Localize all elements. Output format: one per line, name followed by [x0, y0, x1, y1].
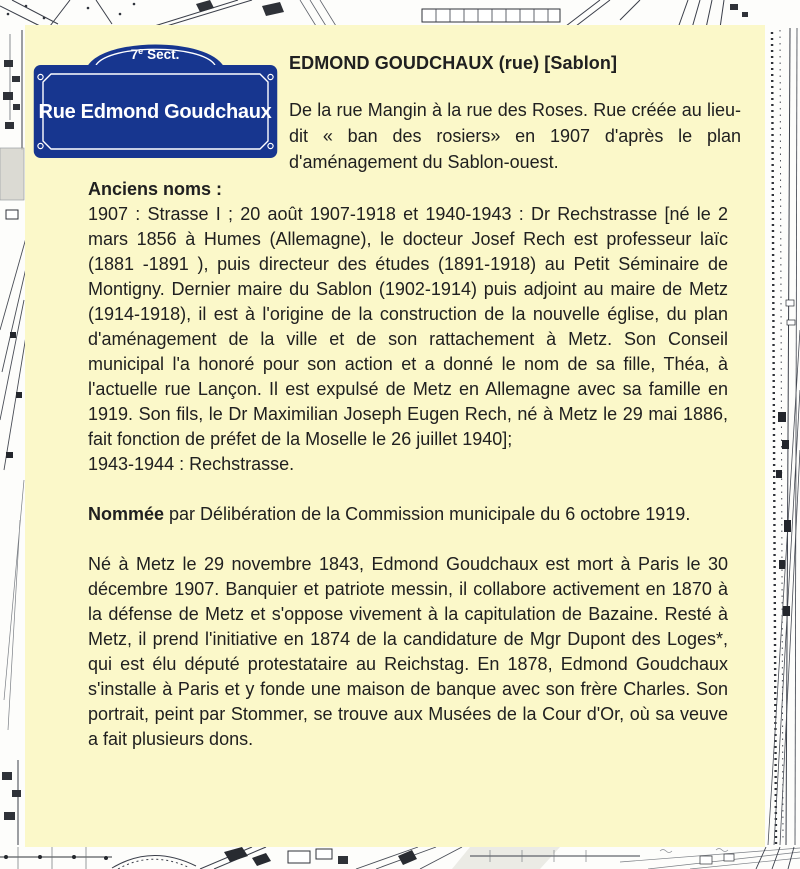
nommee-paragraph	[88, 502, 728, 527]
sign-sector-number: 7	[130, 47, 139, 62]
anciens-noms-entry: 1943-1944 : Rechstrasse.	[88, 454, 295, 474]
anciens-noms-heading: Anciens noms :	[88, 179, 223, 199]
article-header	[289, 51, 741, 175]
sign-sector-word: Sect.	[147, 47, 180, 62]
nommee-lead: Nommée	[88, 504, 165, 524]
sign-sector-label	[131, 46, 180, 62]
biography-paragraph: Né à Metz le 29 novembre 1843, Edmond Goudchaux est mort à Paris le 30 décembre 1907. Banquier et patriote messin, il collabore activement en 1870 à la défense de Metz et s'oppose vivement à la capitulation de Bazaine. Resté à Metz, il prend l'initiative en 1874 de la candidature de Mgr Dupont des Loges*, qui est élu député protestataire au Reichstag. En 1878, Edmond Goudchaux s'installe à Paris et y fonde une maison de banque avec son frère Charles. Son portrait, peint par Stommer, se trouve aux Musées de la Cour d'Or, où sa veuve a fait plusieurs dons.	[88, 554, 728, 749]
sign-street-name: Rue Edmond Goudchaux	[38, 101, 272, 123]
street-sign	[33, 37, 278, 161]
article-title: EDMOND GOUDCHAUX (rue) [Sablon]	[289, 53, 618, 73]
nommee-rest: par Délibération de la Commission municipale du 6 octobre 1919.	[164, 504, 691, 524]
article-panel	[25, 25, 765, 847]
intro-paragraph: De la rue Mangin à la rue des Roses. Rue créée au lieu-dit « ban des rosiers» en 1907 d'après le plan d'aménagement du Sablon-ouest.	[289, 100, 741, 172]
anciens-noms-entry: 1907 : Strasse I ; 20 août 1907-1918 et 1940-1943 : Dr Rechstrasse [né le 2 mars 1856 à Humes (Allemagne), le docteur Josef Rech est professeur laïc (1881 -1891 ), puis directeur des études (1891-1918) au Petit Séminaire de Montigny. Dernier maire du Sablon (1902-1914) puis adjoint au maire de Metz (1914-1918), il est à l'origine de la construction de la nouvelle église, du plan d'aménagement de la ville et de son rattachement à Metz. Son Conseil municipal l'a honoré pour son action et a donné le nom de sa fille, Théa, à l'actuelle rue Lançon. Il est expulsé de Metz en Allemagne avec sa famille en 1919. Son fils, le Dr Maximilian Joseph Eugen Rech, né à Metz le 29 mai 1886, fait fonction de préfet de la Moselle le 26 juillet 1940];	[88, 204, 728, 449]
sign-sector-superscript: e	[138, 46, 144, 56]
article-body	[88, 177, 728, 752]
